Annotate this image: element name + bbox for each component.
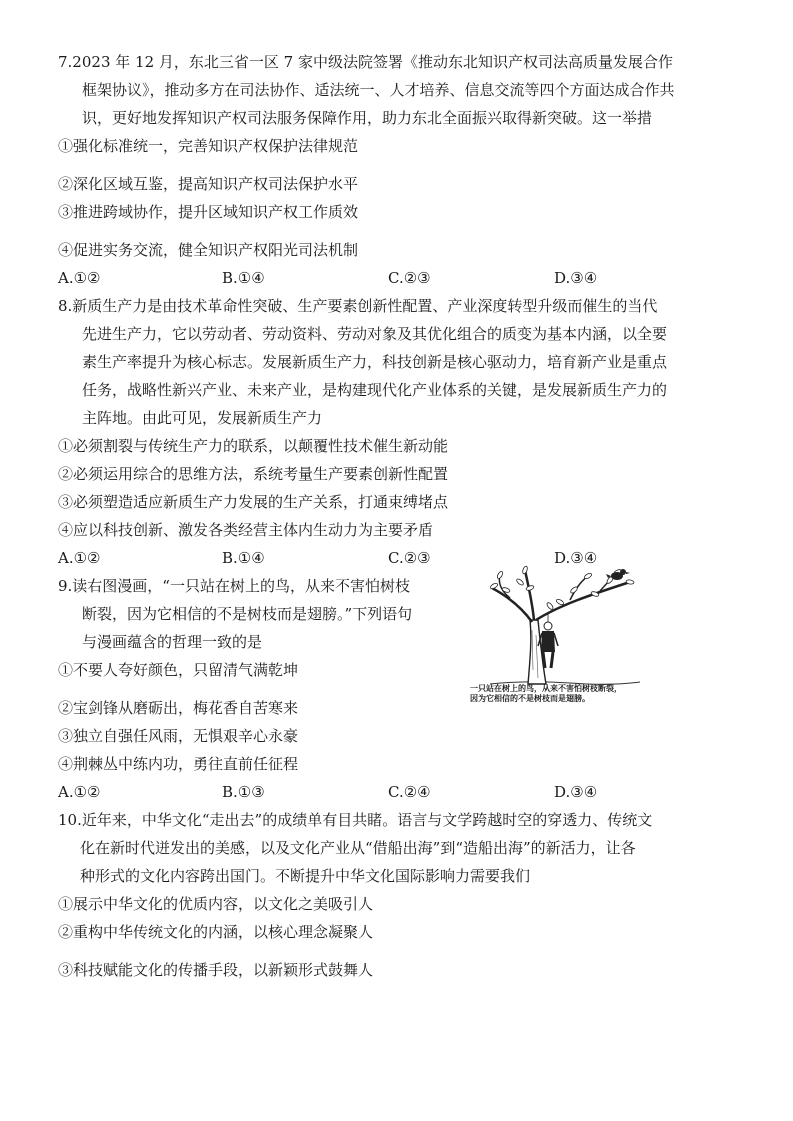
q10-stem-line-2: 化在新时代迸发出的美感，以及文化产业从“借船出海”到“造船出海”的新活力，让各 [80,839,636,857]
q9-item-2: ②宝剑锋从磨砺出，梅花香自苦寒来 [58,699,299,717]
q8-option-c: C.②③ [388,549,431,567]
q9-item-4: ④荆棘丛中练内功，勇往直前任征程 [58,755,299,773]
q9-option-a: A.①② [58,783,101,801]
q7-stem-line-1: 7.2023 年 12 月，东北三省一区 7 家中级法院签署《推动东北知识产权司法高质量发展合作 [58,53,673,71]
q8-item-3: ③必须塑造适应新质生产力发展的生产关系，打通束缚堵点 [58,493,449,511]
q8-option-b: B.①④ [222,549,265,567]
cartoon-caption [470,684,670,704]
q8-stem-line-2: 先进生产力，它以劳动者、劳动资料、劳动对象及其优化组合的质变为基本内涵，以全要 [82,325,668,343]
q10-stem-line-1: 10.近年来，中华文化“走出去”的成绩单有目共睹。语言与文学跨越时空的穿透力、传统文 [58,811,653,829]
cartoon-caption-line-1: 一只站在树上的鸟，从来不害怕树枝断裂， [470,684,622,693]
q8-stem-line-1: 8.新质生产力是由技术革命性突破、生产要素创新性配置、产业深度转型升级而催生的当代 [58,297,658,315]
q10-item-2: ②重构中华传统文化的内涵，以核心理念凝聚人 [58,923,374,941]
q7-item-4: ④促进实务交流，健全知识产权阳光司法机制 [58,241,359,259]
q9-item-3: ③独立自强任风雨，无惧艰辛心永豪 [58,727,299,745]
q7-item-3: ③推进跨域协作，提升区域知识产权工作质效 [58,203,359,221]
q8-stem-line-4: 任务，战略性新兴产业、未来产业，是构建现代化产业体系的关键，是发展新质生产力的 [82,381,668,399]
q9-option-c: C.②④ [388,783,431,801]
q8-item-4: ④应以科技创新、激发各类经营主体内生动力为主要矛盾 [58,521,434,539]
q7-stem-line-2: 框架协议》，推动多方在司法协作、适法统一、人才培养、信息交流等四个方面达成合作共 [82,81,675,99]
q8-stem-line-3: 素生产率提升为核心标志。发展新质生产力，科技创新是核心驱动力，培育新产业是重点 [82,353,668,371]
q8-item-1: ①必须割裂与传统生产力的联系，以颠覆性技术催生新动能 [58,437,449,455]
q9-item-1: ①不要人夸好颜色，只留清气满乾坤 [58,661,299,679]
q7-option-c: C.②③ [388,269,431,287]
q7-item-1: ①强化标准统一，完善知识产权保护法律规范 [58,137,359,155]
q10-item-1: ①展示中华文化的优质内容，以文化之美吸引人 [58,895,374,913]
q7-option-b: B.①④ [222,269,265,287]
q9-stem-line-1: 9.读右图漫画，“一只站在树上的鸟，从来不害怕树枝 [58,577,410,595]
q8-stem-line-5: 主阵地。由此可见，发展新质生产力 [82,409,323,427]
q7-item-2: ②深化区域互鉴，提高知识产权司法保护水平 [58,175,359,193]
q9-stem-line-3: 与漫画蕴含的哲理一致的是 [82,633,263,651]
q8-item-2: ②必须运用综合的思维方法，系统考量生产要素创新性配置 [58,465,449,483]
cartoon-caption-line-2: 因为它相信的不是树枝而是翅膀。 [470,694,590,703]
q10-stem-line-3: 种形式的文化内容跨出国门。不断提升中华文化国际影响力需要我们 [80,867,531,885]
q8-option-d: D.③④ [554,549,598,567]
q10-item-3: ③科技赋能文化的传播手段，以新颖形式鼓舞人 [58,961,374,979]
q9-stem-line-2: 断裂，因为它相信的不是树枝而是翅膀。”下列语句 [82,605,413,623]
q7-stem-line-3: 识，更好地发挥知识产权司法服务保障作用，助力东北全面振兴取得新突破。这一举措 [82,109,653,127]
q8-option-a: A.①② [58,549,101,567]
q9-option-b: B.①③ [222,783,265,801]
q9-option-d: D.③④ [554,783,598,801]
q7-option-d: D.③④ [554,269,598,287]
q7-option-a: A.①② [58,269,101,287]
